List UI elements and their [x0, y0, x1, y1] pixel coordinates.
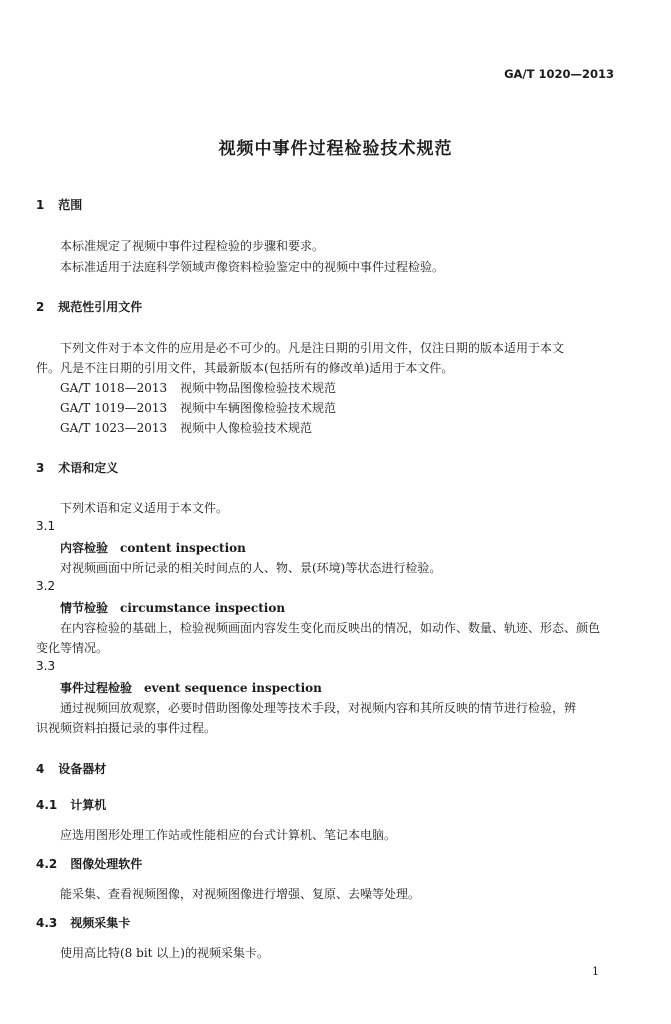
reference-code: GA/T 1023—2013 — [60, 421, 168, 435]
term-chinese: 内容检验 — [60, 541, 109, 555]
section-3-intro: 下列术语和定义适用于本文件。 — [60, 501, 229, 515]
subsection-4-1-text: 应选用图形处理工作站或性能相应的台式计算机、笔记本电脑。 — [60, 828, 397, 842]
subsection-title: 视频采集卡 — [70, 916, 131, 930]
reference-item — [60, 419, 312, 436]
section-2-paragraph-line-1: 下列文件对于本文件的应用是必不可少的。凡是注日期的引用文件，仅注日期的版本适用于本文 — [60, 341, 565, 355]
section-title: 规范性引用文件 — [58, 300, 143, 314]
section-1-paragraph-2: 本标准适用于法庭科学领域声像资料检验鉴定中的视频中事件过程检验。 — [60, 260, 445, 274]
section-2-heading — [36, 298, 142, 315]
term-english: circumstance inspection — [120, 601, 286, 615]
section-3-heading — [36, 459, 118, 476]
subsection-number: 4.3 — [36, 916, 58, 930]
reference-code: GA/T 1019—2013 — [60, 401, 168, 415]
section-1-paragraph-1: 本标准规定了视频中事件过程检验的步骤和要求。 — [60, 239, 325, 253]
term-definition-line-1: 通过视频回放观察，必要时借助图像处理等技术手段，对视频内容和其所反映的情节进行检验，辨 — [60, 701, 577, 715]
page-title: 视频中事件过程检验技术规范 — [218, 139, 453, 159]
reference-title: 视频中车辆图像检验技术规范 — [180, 401, 337, 415]
reference-item — [60, 399, 336, 416]
section-number: 4 — [36, 762, 45, 776]
term-english: content inspection — [120, 541, 246, 555]
section-2-paragraph-line-2: 件。凡是不注日期的引用文件，其最新版本(包括所有的修改单)适用于本文件。 — [36, 361, 454, 375]
subsection-number: 4.2 — [36, 857, 58, 871]
term-heading — [60, 679, 322, 696]
section-title: 术语和定义 — [58, 461, 119, 475]
subsection-4-2-text: 能采集、查看视频图像，对视频图像进行增强、复原、去噪等处理。 — [60, 887, 421, 901]
reference-title: 视频中物品图像检验技术规范 — [180, 381, 337, 395]
term-heading — [60, 599, 285, 616]
term-chinese: 事件过程检验 — [60, 681, 133, 695]
standard-number: GA/T 1020—2013 — [504, 67, 614, 81]
section-1-heading — [36, 196, 82, 213]
reference-code: GA/T 1018—2013 — [60, 381, 168, 395]
term-definition-line-2: 识视频资料拍摄记录的事件过程。 — [36, 721, 217, 735]
section-title: 范围 — [58, 198, 83, 212]
subsection-number: 4.1 — [36, 798, 58, 812]
term-definition-line-2: 变化等情况。 — [36, 641, 109, 655]
subsection-4-3-heading — [36, 914, 130, 931]
subsection-4-3-text: 使用高比特(8 bit 以上)的视频采集卡。 — [60, 946, 269, 960]
subsection-4-1-heading — [36, 796, 106, 813]
section-number: 3 — [36, 461, 45, 475]
term-definition: 对视频画面中所记录的相关时间点的人、物、景(环境)等状态进行检验。 — [60, 561, 442, 575]
section-title: 设备器材 — [58, 762, 107, 776]
reference-title: 视频中人像检验技术规范 — [180, 421, 313, 435]
section-4-heading — [36, 760, 106, 777]
reference-item — [60, 379, 336, 396]
term-heading — [60, 539, 246, 556]
term-number: 3.2 — [36, 579, 56, 593]
term-number: 3.3 — [36, 659, 56, 673]
section-number: 2 — [36, 300, 45, 314]
page-number: 1 — [592, 965, 599, 978]
subsection-4-2-heading — [36, 855, 142, 872]
term-chinese: 情节检验 — [60, 601, 109, 615]
section-number: 1 — [36, 198, 45, 212]
subsection-title: 计算机 — [70, 798, 107, 812]
subsection-title: 图像处理软件 — [70, 857, 143, 871]
term-number: 3.1 — [36, 519, 56, 533]
term-english: event sequence inspection — [144, 681, 322, 695]
term-definition-line-1: 在内容检验的基础上，检验视频画面内容发生变化而反映出的情况，如动作、数量、轨迹、形态、颜色 — [60, 621, 601, 635]
